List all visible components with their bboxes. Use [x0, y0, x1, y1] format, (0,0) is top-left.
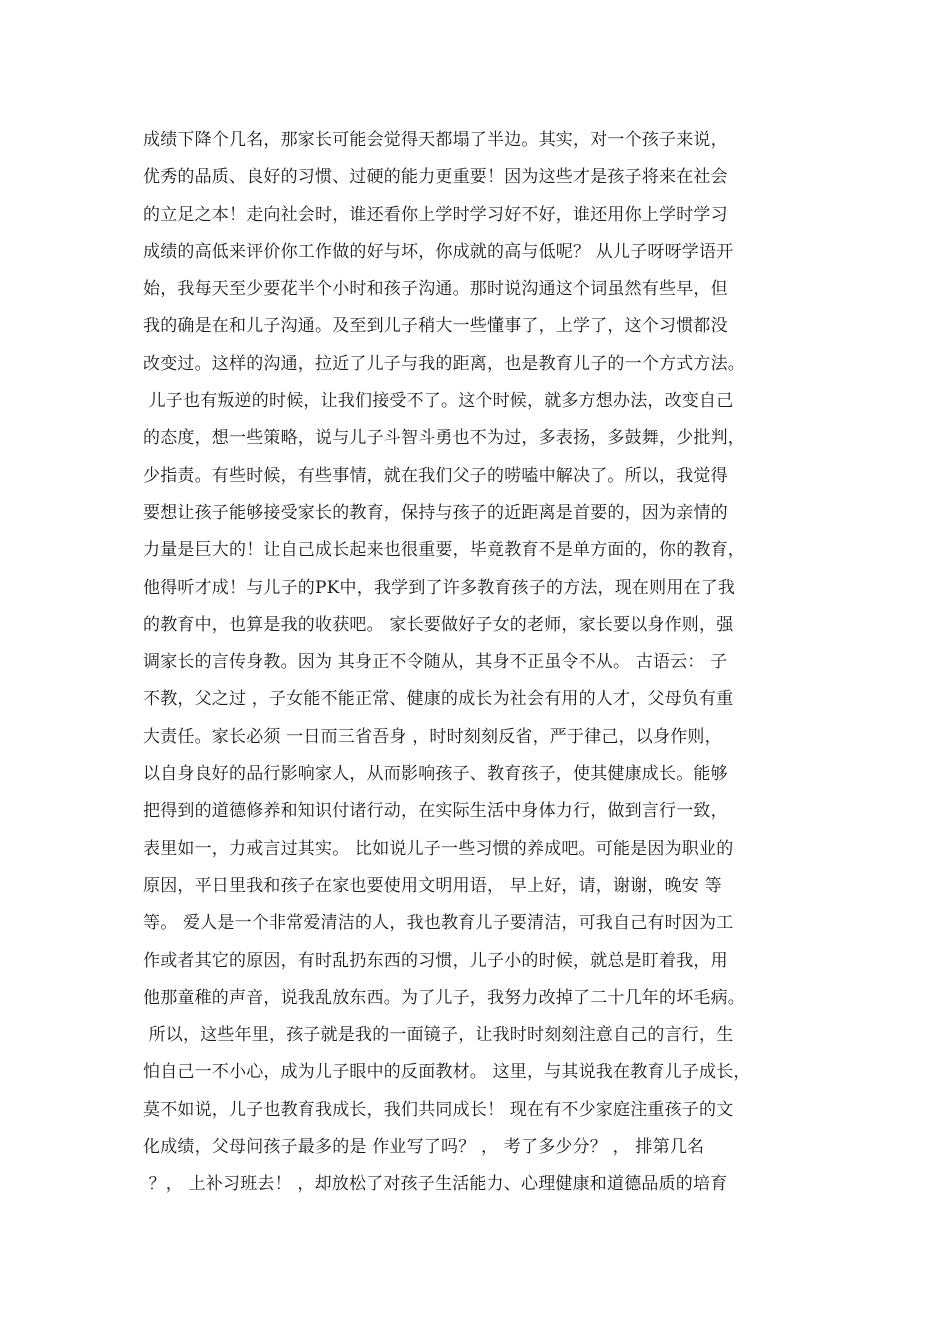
text-line: 的态度，想一些策略，说与儿子斗智斗勇也不为过，多表扬，多鼓舞，少批判， — [143, 428, 745, 449]
text-line: 以自身良好的品行影响家人，从而影响孩子、教育孩子，使其健康成长。能够 — [143, 764, 728, 785]
text-line: 始，我每天至少要花半个小时和孩子沟通。那时说沟通这个词虽然有些早，但 — [143, 279, 728, 300]
text-line: 莫不如说，儿子也教育我成长，我们共同成长！ 现在有不少家庭注重孩子的文 — [143, 1099, 734, 1120]
text-line: 的立足之本！走向社会时，谁还看你上学时学习好不好，谁还用你上学时学习 — [143, 204, 728, 225]
text-line: 他得听才成！与儿子的PK中，我学到了许多教育孩子的方法，现在则用在了我 — [143, 577, 736, 598]
text-line: 儿子也有叛逆的时候，让我们接受不了。这个时候，就多方想办法，改变自己 — [143, 391, 734, 412]
text-line: 的教育中，也算是我的收获吧。 家长要做好子女的老师，家长要以身作则，强 — [143, 614, 734, 635]
text-line: 要想让孩子能够接受家长的教育，保持与孩子的近距离是首要的，因为亲情的 — [143, 502, 728, 523]
text-line: 他那童稚的声音，说我乱放东西。为了儿子，我努力改掉了二十几年的坏毛病。 — [143, 987, 745, 1008]
text-line: 成绩的高低来评价你工作做的好与坏，你成就的高与低呢？ 从儿子呀呀学语开 — [143, 241, 734, 262]
text-line: 作或者其它的原因，有时乱扔东西的习惯，儿子小的时候，就总是盯着我，用 — [143, 950, 728, 971]
text-line: 调家长的言传身教。因为 其身正不令随从，其身不正虽令不从。 古语云： 子 — [143, 652, 728, 673]
text-line: 把得到的道德修养和知识付诸行动，在实际生活中身体力行，做到言行一致， — [143, 801, 728, 822]
text-line: 不教，父之过 ，子女能不能正常、健康的成长为社会有用的人才，父母负有重 — [143, 689, 734, 710]
text-line: 所以，这些年里，孩子就是我的一面镜子，让我时时刻刻注意自己的言行，生 — [143, 1025, 734, 1046]
text-line: 我的确是在和儿子沟通。及至到儿子稍大一些懂事了，上学了，这个习惯都没 — [143, 316, 728, 337]
document-body — [143, 122, 823, 1204]
text-line: 等。 爱人是一个非常爱清洁的人，我也教育儿子要清洁，可我自己有时因为工 — [143, 913, 734, 934]
text-line: 化成绩，父母问孩子最多的是 作业写了吗？ ， 考了多少分？ ， 排第几名 — [143, 1137, 705, 1158]
text-line: 成绩下降个几名，那家长可能会觉得天都塌了半边。其实，对一个孩子来说， — [143, 130, 728, 150]
text-line: 大责任。家长必须 一日而三省吾身 ，时时刻刻反省，严于律己，以身作则， — [143, 726, 722, 747]
text-line: 表里如一，力戒言过其实。 比如说儿子一些习惯的养成吧。可能是因为职业的 — [143, 838, 734, 859]
text-line: 力量是巨大的！让自己成长起来也很重要，毕竟教育不是单方面的，你的教育， — [143, 540, 745, 561]
text-line: 原因，平日里我和孩子在家也要使用文明用语， 早上好，请，谢谢，晚安 等 — [143, 875, 722, 896]
text-line: 优秀的品质、良好的习惯、过硬的能力更重要！因为这些才是孩子将来在社会 — [143, 167, 728, 188]
text-line: 少指责。有些时候，有些事情，就在我们父子的唠嗑中解决了。所以，我觉得 — [143, 465, 728, 486]
text-line: 怕自己一不小心，成为儿子眼中的反面教材。 这里，与其说我在教育儿子成长， — [143, 1062, 751, 1083]
text-line: 改变过。这样的沟通，拉近了儿子与我的距离，也是教育儿子的一个方式方法。 — [143, 353, 745, 374]
text-line: ？， 上补习班去！ ，却放松了对孩子生活能力、心理健康和道德品质的培育 — [143, 1174, 728, 1195]
